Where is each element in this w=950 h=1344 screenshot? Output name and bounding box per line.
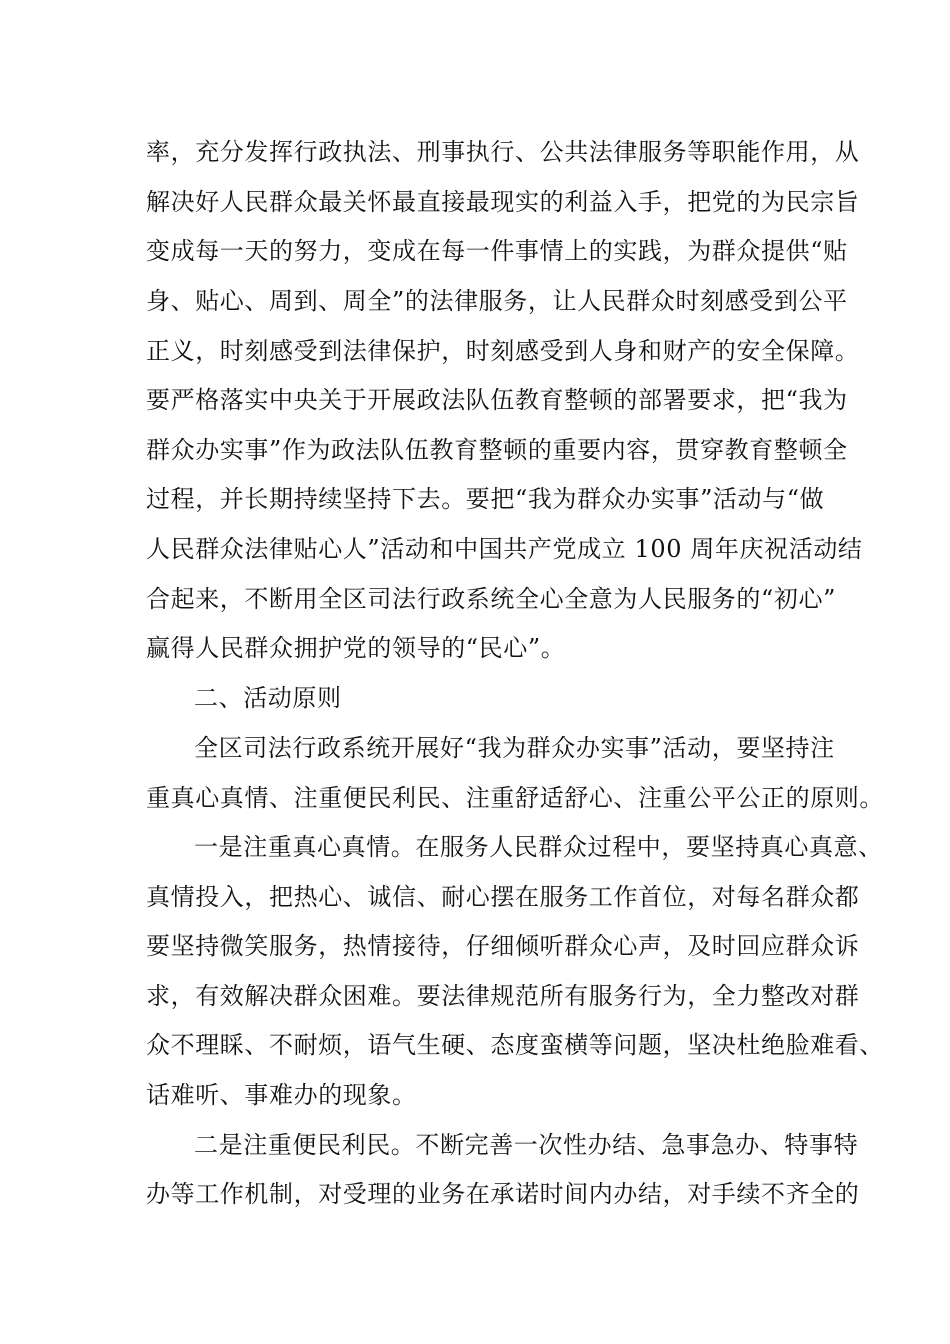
text-line: 要严格落实中央关于开展政法队伍教育整顿的部署要求，把“我为 <box>146 386 848 414</box>
text-line: 真情投入，把热心、诚信、耐心摆在服务工作首位，对每名群众都 <box>146 883 860 911</box>
section-heading: 二、活动原则 <box>194 684 342 712</box>
text-line: 身、贴心、周到、周全”的法律服务，让人民群众时刻感受到公平 <box>146 287 848 315</box>
text-line: 话难听、事难办的现象。 <box>146 1081 417 1109</box>
text-line: 人民群众法律贴心人”活动和中国共产党成立 100 周年庆祝活动结 <box>146 535 863 563</box>
text-line: 合起来，不断用全区司法行政系统全心全意为人民服务的“初心” <box>146 585 836 613</box>
text-line: 重真心真情、注重便民利民、注重舒适舒心、注重公平公正的原则。 <box>146 784 884 812</box>
text-line: 众不理睬、不耐烦，语气生硬、态度蛮横等问题，坚决杜绝脸难看、 <box>146 1031 884 1059</box>
text-line: 全区司法行政系统开展好“我为群众办实事”活动，要坚持注 <box>194 734 835 762</box>
text-line: 要坚持微笑服务，热情接待，仔细倾听群众心声，及时回应群众诉 <box>146 932 860 960</box>
text-line: 办等工作机制，对受理的业务在承诺时间内办结，对手续不齐全的 <box>146 1180 860 1208</box>
text-line: 过程，并长期持续坚持下去。要把“我为群众办实事”活动与“做 <box>146 485 825 513</box>
text-line: 求，有效解决群众困难。要法律规范所有服务行为，全力整改对群 <box>146 982 860 1010</box>
text-line: 正义，时刻感受到法律保护，时刻感受到人身和财产的安全保障。 <box>146 337 860 365</box>
text-line: 解决好人民群众最关怀最直接最现实的利益入手，把党的为民宗旨 <box>146 188 860 216</box>
text-line: 赢得人民群众拥护党的领导的“民心”。 <box>146 634 566 662</box>
text-line: 率，充分发挥行政执法、刑事执行、公共法律服务等职能作用，从 <box>146 138 860 166</box>
text-line: 变成每一天的努力，变成在每一件事情上的实践，为群众提供“贴 <box>146 237 848 265</box>
text-line: 二是注重便民利民。不断完善一次性办结、急事急办、特事特 <box>194 1131 859 1159</box>
text-line: 一是注重真心真情。在服务人民群众过程中，要坚持真心真意、 <box>194 833 883 861</box>
text-line: 群众办实事”作为政法队伍教育整顿的重要内容，贯穿教育整顿全 <box>146 436 848 464</box>
